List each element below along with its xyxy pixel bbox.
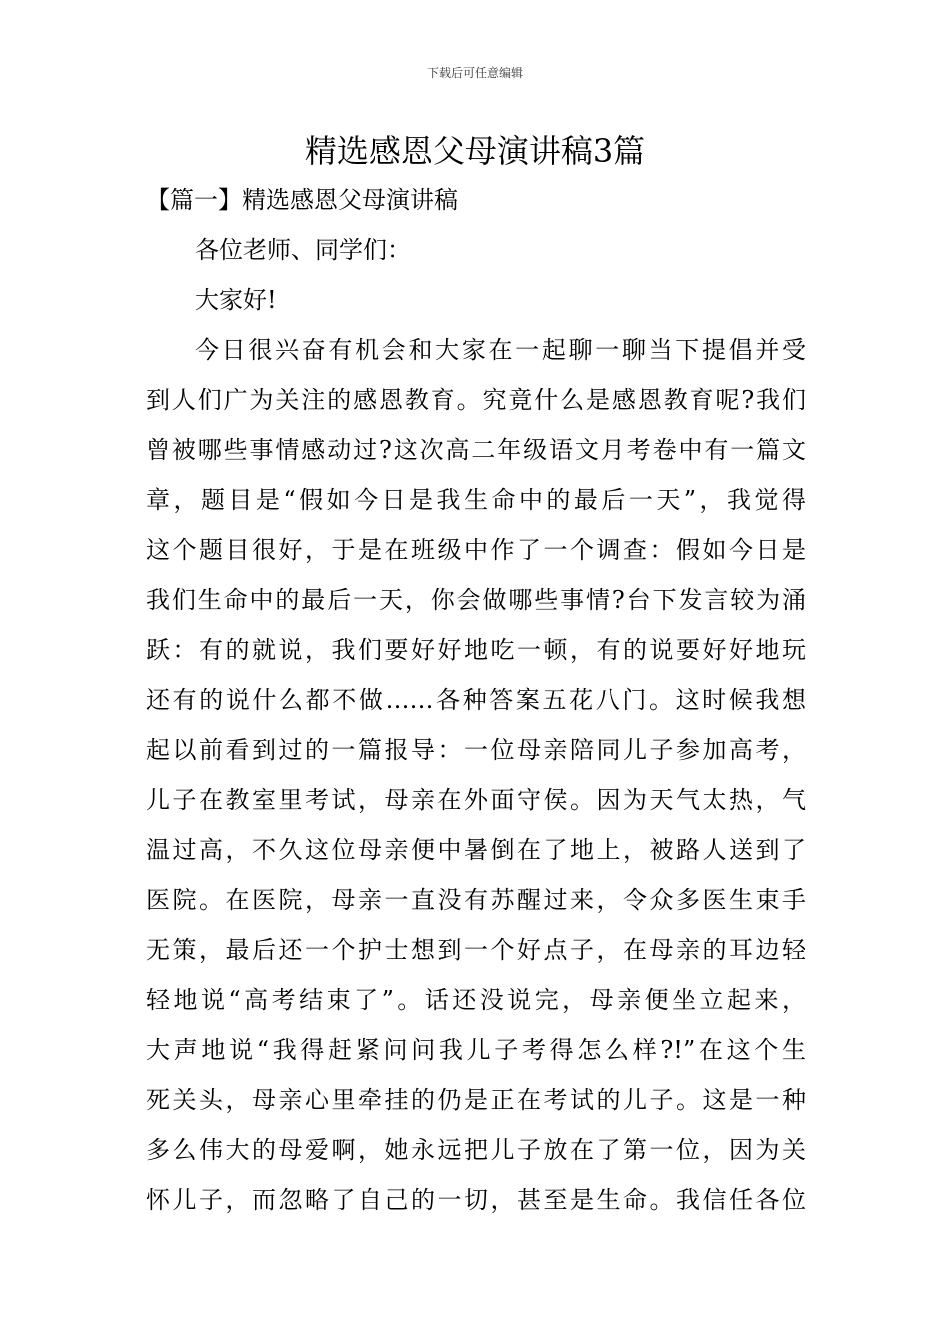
paragraph-line: 多么伟大的母爱啊，她永远把儿子放在了第一位，因为关: [146, 1136, 806, 1164]
paragraph-line: 这个题目很好，于是在班级中作了一个调查：假如今日是: [146, 536, 806, 564]
paragraph-line: 起以前看到过的一篇报导：一位母亲陪同儿子参加高考，: [146, 736, 806, 764]
paragraph-line: 死关头，母亲心里牵挂的仍是正在考试的儿子。这是一种: [146, 1086, 806, 1114]
paragraph-line: 我们生命中的最后一天，你会做哪些事情?台下发言较为涌: [146, 586, 806, 614]
hello-line: 大家好!: [195, 286, 277, 314]
paragraph-line: 医院。在医院，母亲一直没有苏醒过来，令众多医生束手: [146, 886, 806, 914]
paragraph-line: 儿子在教室里考试，母亲在外面守侯。因为天气太热，气: [146, 786, 806, 814]
paragraph-line: 到人们广为关注的感恩教育。究竟什么是感恩教育呢?我们: [146, 386, 806, 414]
header-note: 下载后可任意编辑: [426, 66, 523, 80]
section-heading: 【篇一】精选感恩父母演讲稿: [146, 186, 458, 214]
paragraph-line: 大声地说“我得赶紧问问我儿子考得怎么样?!”在这个生: [146, 1036, 806, 1064]
paragraph-line: 今日很兴奋有机会和大家在一起聊一聊当下提倡并受: [195, 336, 806, 364]
paragraph-line: 无策，最后还一个护士想到一个好点子，在母亲的耳边轻: [146, 936, 806, 964]
greeting-line: 各位老师、同学们：: [195, 236, 411, 264]
paragraph-line: 跃：有的就说，我们要好好地吃一顿，有的说要好好地玩: [146, 636, 806, 664]
document-title: 精选感恩父母演讲稿3篇: [304, 132, 646, 170]
paragraph-line: 曾被哪些事情感动过?这次高二年级语文月考卷中有一篇文: [146, 436, 806, 464]
paragraph-line: 轻地说“高考结束了”。话还没说完，母亲便坐立起来，: [146, 986, 806, 1014]
paragraph-line: 还有的说什么都不做……各种答案五花八门。这时候我想: [146, 686, 806, 714]
paragraph-line: 章，题目是“假如今日是我生命中的最后一天”，我觉得: [146, 486, 806, 514]
paragraph-line: 怀儿子，而忽略了自己的一切，甚至是生命。我信任各位: [146, 1186, 806, 1214]
paragraph-line: 温过高，不久这位母亲便中暑倒在了地上，被路人送到了: [146, 836, 806, 864]
